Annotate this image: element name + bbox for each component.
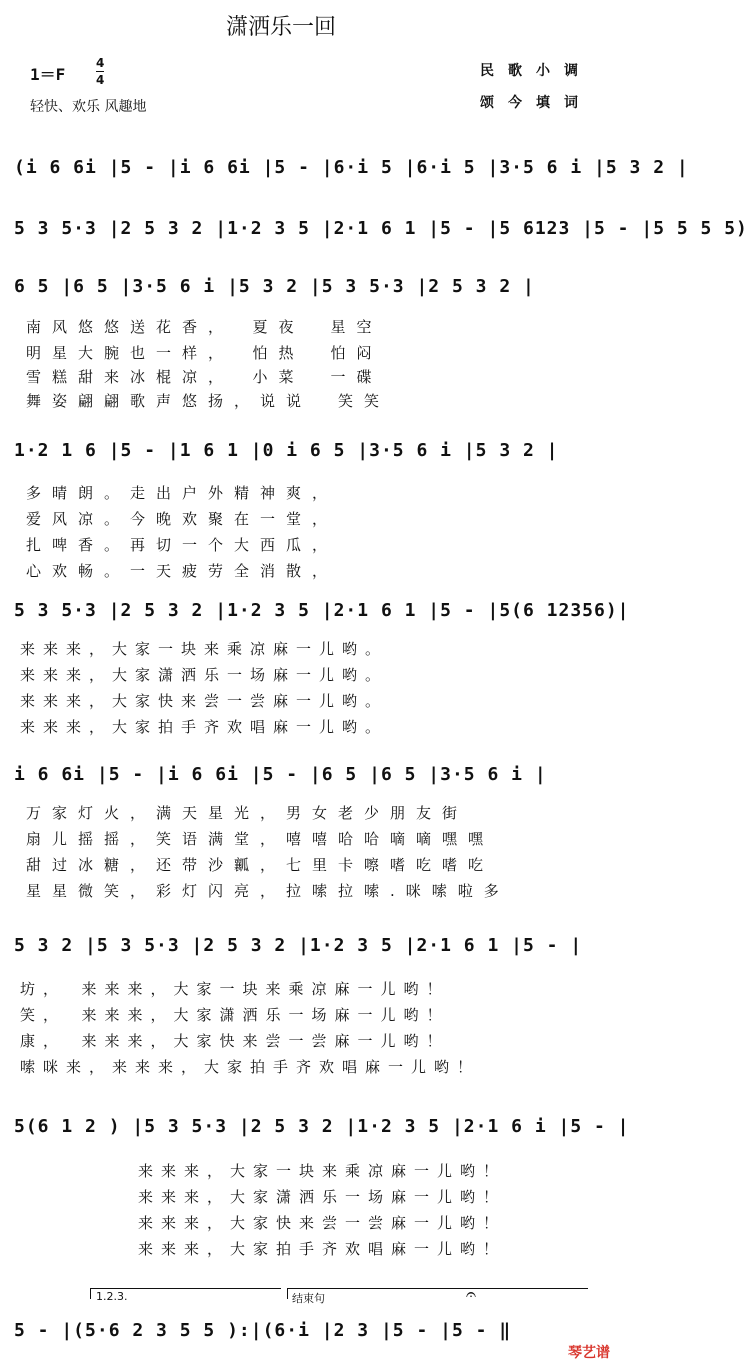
fermata-icon: 𝄐 [466, 1284, 477, 1305]
notation-line-4: 1·2 1 6 |5 - |1 6 1 |0 i 6 5 |3·5 6 i |5 3 2 | [14, 440, 559, 461]
lyric-line-8-verse-1: 来来来，大家一块来乘凉麻一儿哟！ [138, 1162, 507, 1180]
lyric-line-4-verse-2: 爱风凉。今晚欢聚在一堂， [26, 510, 339, 528]
lyric-line-5-verse-1: 来来来，大家一块来乘凉麻一儿哟。 [20, 640, 389, 658]
lyric-line-6-verse-2: 扇儿摇摇，笑语满堂，嘻嘻哈哈嘀嘀嘿嘿 [26, 830, 495, 848]
volta-bracket-ending [287, 1288, 588, 1299]
lyric-line-4-verse-1: 多晴朗。走出户外精神爽， [26, 484, 339, 502]
watermark-logo: 琴艺谱 [568, 1345, 610, 1361]
notation-line-7: 5 3 2 |5 3 5·3 |2 5 3 2 |1·2 3 5 |2·1 6 1 |5 - | [14, 935, 583, 956]
lyric-line-3-verse-1: 南风悠悠送花香， 夏夜 星空 [26, 318, 383, 336]
lyric-line-3-verse-4: 舞姿翩翩歌声悠扬，说说 笑笑 [26, 392, 391, 410]
lyric-line-4-verse-3: 扎啤香。再切一个大西瓜， [26, 536, 339, 554]
credit-lyrics: 颂今填词 [480, 95, 592, 111]
lyric-line-7-verse-4: 嗦咪来，来来来，大家拍手齐欢唱麻一儿哟！ [20, 1058, 481, 1076]
lyric-line-7-verse-2: 笑， 来来来，大家潇洒乐一场麻一儿哟！ [20, 1006, 450, 1024]
lyric-line-5-verse-2: 来来来，大家潇洒乐一场麻一儿哟。 [20, 666, 389, 684]
notation-line-8: 5(6 1 2 ) |5 3 5·3 |2 5 3 2 |1·2 3 5 |2·1 6 i |5 - | [14, 1116, 630, 1137]
page-title: 潇洒乐一回 [226, 15, 337, 40]
key-signature: 1＝F [30, 65, 66, 84]
lyric-line-8-verse-2: 来来来，大家潇洒乐一场麻一儿哟！ [138, 1188, 507, 1206]
tempo-marking: 轻快、欢乐 风趣地 [30, 99, 147, 115]
lyric-line-7-verse-1: 坊， 来来来，大家一块来乘凉麻一儿哟！ [20, 980, 450, 998]
lyric-line-6-verse-4: 星星微笑，彩灯闪亮，拉嗦拉嗦.咪嗦啦多 [26, 882, 510, 900]
notation-line-6: i 6 6i |5 - |i 6 6i |5 - |6 5 |6 5 |3·5 6 i | [14, 764, 547, 785]
meter-top: 4 [96, 56, 105, 70]
lyric-line-4-verse-4: 心欢畅。一天疲劳全消散， [26, 562, 339, 580]
lyric-line-8-verse-3: 来来来，大家快来尝一尝麻一儿哟！ [138, 1214, 507, 1232]
lyric-line-3-verse-3: 雪糕甜来冰棍凉， 小菜 一碟 [26, 368, 383, 386]
notation-line-2: 5 3 5·3 |2 5 3 2 |1·2 3 5 |2·1 6 1 |5 - |5 6123 |5 - |5 5 5 5) [14, 218, 748, 239]
notation-line-1: (i 6 6i |5 - |i 6 6i |5 - |6·i 5 |6·i 5 |3·5 6 i |5 3 2 | [14, 157, 689, 178]
time-signature [96, 56, 104, 87]
lyric-line-8-verse-4: 来来来，大家拍手齐欢唱麻一儿哟！ [138, 1240, 507, 1258]
credit-music: 民歌小调 [480, 63, 592, 79]
volta-label-first: 1.2.3. [96, 1290, 128, 1303]
notation-line-9: 5 - |(5·6 2 3 5 5 ):|(6·i |2 3 |5 - |5 - ‖ [14, 1320, 512, 1341]
notation-line-3: 6 5 |6 5 |3·5 6 i |5 3 2 |5 3 5·3 |2 5 3 2 | [14, 276, 535, 297]
meter-bottom: 4 [96, 73, 105, 87]
volta-label-ending: 结束句 [292, 1292, 325, 1305]
lyric-line-7-verse-3: 康， 来来来，大家快来尝一尝麻一儿哟！ [20, 1032, 450, 1050]
lyric-line-5-verse-3: 来来来，大家快来尝一尝麻一儿哟。 [20, 692, 389, 710]
lyric-line-6-verse-3: 甜过冰糖，还带沙瓤，七里卡嚓嗜吃嗜吃 [26, 856, 495, 874]
lyric-line-5-verse-4: 来来来，大家拍手齐欢唱麻一儿哟。 [20, 718, 389, 736]
notation-line-5: 5 3 5·3 |2 5 3 2 |1·2 3 5 |2·1 6 1 |5 - |5(6 12356)| [14, 600, 630, 621]
lyric-line-6-verse-1: 万家灯火，满天星光，男女老少朋友街 [26, 804, 469, 822]
lyric-line-3-verse-2: 明星大腕也一样， 怕热 怕闷 [26, 344, 383, 362]
